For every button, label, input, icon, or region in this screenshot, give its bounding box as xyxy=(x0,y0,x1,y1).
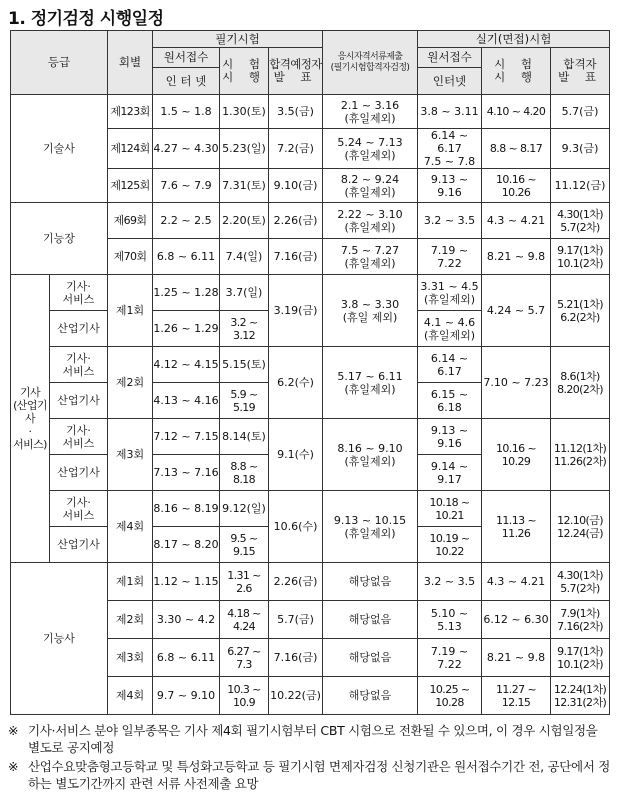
written-exam-cell: 10.3 ~ 10.9 xyxy=(220,677,269,715)
round-cell: 제4회 xyxy=(108,677,153,715)
written-exam-cell: 8.14(토) xyxy=(220,419,269,455)
written-apply-cell: 4.13 ~ 4.16 xyxy=(153,383,220,419)
prac-result-cell xyxy=(551,95,610,129)
written-result-cell: 3.5(금) xyxy=(269,95,323,129)
header-written-apply: 원서접수 xyxy=(153,48,220,68)
docs-line2: (휴일제외) xyxy=(344,526,396,540)
written-apply-cell: 7.12 ~ 7.15 xyxy=(153,419,220,455)
written-result-cell: 2.26(금) xyxy=(269,563,323,601)
grade-gisa-line4: 서비스) xyxy=(13,438,47,451)
round-cell: 제3회 xyxy=(108,419,153,491)
header-written-result xyxy=(269,48,323,95)
sub-grade-line2: 서비스 xyxy=(62,436,95,450)
grade-gisa-line2: (산업기사 xyxy=(13,399,47,425)
sub-grade-line1: 기사· xyxy=(66,423,91,437)
notes-section xyxy=(8,722,613,794)
docs-cell xyxy=(323,491,418,563)
written-apply-cell: 4.12 ~ 4.15 xyxy=(153,347,220,383)
sub-grade-gisa-service xyxy=(50,275,108,311)
written-apply-cell: 1.26 ~ 1.29 xyxy=(153,311,220,347)
header-written-exam xyxy=(220,48,269,95)
docs-cell xyxy=(323,275,418,347)
docs-line1: 2.1 ~ 3.16 xyxy=(340,98,400,112)
sub-grade-line2: 서비스 xyxy=(62,364,95,378)
prac-apply-cell: 7.19 ~ 7.22 xyxy=(418,239,482,275)
prac-apply-cell: 10.25 ~ 10.28 xyxy=(418,677,482,715)
written-exam-cell: 3.2 ~ 3.12 xyxy=(220,311,269,347)
prac-exam-cell: 7.10 ~ 7.23 xyxy=(482,347,551,419)
prac-result-line1: 12.10(금) xyxy=(557,513,603,527)
prac-apply-cell xyxy=(418,275,482,311)
prac-exam-cell: 8.21 ~ 9.8 xyxy=(482,239,551,275)
docs-line2: (휴일 제외) xyxy=(342,310,398,324)
prac-apply-line2: 7.5 ~ 7.8 xyxy=(423,155,476,168)
table-row xyxy=(11,419,610,455)
header-prac-apply-sub: 인터넷 xyxy=(418,68,482,95)
prac-result-line1: 9.17(1차) xyxy=(557,243,603,257)
sub-grade-line1: 기사· xyxy=(66,495,91,509)
sub-grade-gisa-service xyxy=(50,491,108,527)
written-exam-cell: 9.5 ~ 9.15 xyxy=(220,527,269,563)
prac-result-line1: 7.9(1차) xyxy=(560,606,600,620)
prac-result-line2: 11.26(2차) xyxy=(553,454,607,468)
note-mark: ※ xyxy=(8,723,19,738)
prac-exam-cell: 6.12 ~ 6.30 xyxy=(482,601,551,639)
grade-gisa-line1: 기사 xyxy=(19,386,41,399)
prac-apply-cell: 7.19 ~ 7.22 xyxy=(418,639,482,677)
grade-gisa xyxy=(11,275,50,563)
prac-result-line1: 9.17(1차) xyxy=(557,644,603,658)
header-written-apply-sub: 인 터 넷 xyxy=(153,68,220,95)
header-docs xyxy=(323,31,418,95)
prac-result-line2: 5.7(2차) xyxy=(560,581,600,595)
prac-exam-cell: 11.27 ~ 12.15 xyxy=(482,677,551,715)
sub-grade-sanup: 산업기사 xyxy=(50,383,108,419)
header-prac-exam-line2: 시 행 xyxy=(494,70,538,84)
prac-exam-cell: 4.10 ~ 4.20 xyxy=(482,95,551,129)
written-result-cell: 7.16(금) xyxy=(269,239,323,275)
prac-apply-cell: 10.18 ~ 10.21 xyxy=(418,491,482,527)
prac-apply-line1: 4.1 ~ 4.6 xyxy=(423,315,476,329)
prac-result-line1: 5.21(1차) xyxy=(557,297,603,311)
docs-line1: 3.8 ~ 3.30 xyxy=(340,297,400,311)
docs-line2: (휴일제외) xyxy=(344,185,396,199)
header-prac-result-line2: 발 표 xyxy=(558,70,602,84)
docs-cell: 해당없음 xyxy=(323,563,418,601)
header-docs-line2: (필기시험합격자검정) xyxy=(330,62,410,73)
prac-result-cell xyxy=(551,601,610,639)
prac-result-cell xyxy=(551,677,610,715)
prac-result-line1: 8.6(1차) xyxy=(560,369,600,383)
prac-result-cell xyxy=(551,563,610,601)
prac-apply-line1: 3.31 ~ 4.5 xyxy=(420,279,479,293)
docs-cell xyxy=(323,169,418,203)
table-row xyxy=(11,95,610,129)
docs-cell xyxy=(323,239,418,275)
docs-line2: (휴일제외) xyxy=(344,454,396,468)
written-exam-cell: 1.31 ~ 2.6 xyxy=(220,563,269,601)
note-text: 기사·서비스 분야 일부종목은 기사 제4회 필기시험부터 CBT 시험으로 전환될 수 있으며, 이 경우 시험일정을 별도로 공지예정 xyxy=(28,723,598,755)
round-cell: 제2회 xyxy=(108,347,153,419)
prac-apply-cell xyxy=(418,169,482,203)
prac-result-line2: 7.16(2차) xyxy=(557,619,603,633)
round-cell: 제1회 xyxy=(108,275,153,347)
header-prac-result xyxy=(551,48,610,95)
prac-result-cell xyxy=(551,169,610,203)
prac-result-line1: 4.30(1차) xyxy=(557,207,603,221)
header-round: 회별 xyxy=(108,31,153,95)
written-apply-cell: 8.17 ~ 8.20 xyxy=(153,527,220,563)
prac-apply-cell: 10.19 ~ 10.22 xyxy=(418,527,482,563)
prac-exam-cell: 8.8 ~ 8.17 xyxy=(482,129,551,169)
prac-apply-line2: (휴일제외) xyxy=(423,328,476,342)
prac-exam-cell: 11.13 ~ 11.26 xyxy=(482,491,551,563)
prac-result-line1: 5.7(금) xyxy=(561,105,599,118)
prac-exam-cell: 4.24 ~ 5.7 xyxy=(482,275,551,347)
table-row xyxy=(11,347,610,383)
header-practical: 실기(면접)시험 xyxy=(418,31,610,48)
prac-apply-cell: 3.2 ~ 3.5 xyxy=(418,203,482,239)
prac-apply-cell xyxy=(418,311,482,347)
docs-line1: 5.17 ~ 6.11 xyxy=(337,369,403,383)
written-result-cell: 9.10(금) xyxy=(269,169,323,203)
header-prac-exam xyxy=(482,48,551,95)
sub-grade-sanup: 산업기사 xyxy=(50,527,108,563)
sub-grade-line2: 서비스 xyxy=(62,508,95,522)
prac-apply-cell: 6.15 ~ 6.18 xyxy=(418,383,482,419)
docs-line1: 2.22 ~ 3.10 xyxy=(337,207,403,221)
prac-apply-cell xyxy=(418,95,482,129)
written-result-cell: 7.16(금) xyxy=(269,639,323,677)
header-written-result-line1: 합격예정자 xyxy=(269,57,322,71)
written-apply-cell: 6.8 ~ 6.11 xyxy=(153,239,220,275)
round-cell: 제125회 xyxy=(108,169,153,203)
header-written: 필기시험 xyxy=(153,31,323,48)
prac-apply-line1: 6.14 ~ 6.17 xyxy=(430,129,469,155)
page-title: 1. 정기검정 시행일정 xyxy=(8,9,164,29)
round-cell: 제2회 xyxy=(108,601,153,639)
written-exam-cell: 8.8 ~ 8.18 xyxy=(220,455,269,491)
round-cell: 제4회 xyxy=(108,491,153,563)
written-exam-cell: 5.15(토) xyxy=(220,347,269,383)
docs-cell xyxy=(323,203,418,239)
prac-exam-cell: 4.3 ~ 4.21 xyxy=(482,203,551,239)
docs-cell xyxy=(323,129,418,169)
docs-cell: 해당없음 xyxy=(323,601,418,639)
written-apply-cell: 6.8 ~ 6.11 xyxy=(153,639,220,677)
prac-result-line2: 10.1(2차) xyxy=(557,256,603,270)
sub-grade-line1: 기사· xyxy=(66,351,91,365)
docs-line2: (휴일제외) xyxy=(344,256,396,270)
header-docs-line1: 응시자격서류제출 xyxy=(337,51,403,62)
prac-apply-line1: 3.8 ~ 3.11 xyxy=(420,105,479,118)
written-exam-cell: 1.30(토) xyxy=(220,95,269,129)
written-result-cell: 6.2(수) xyxy=(269,347,323,419)
round-cell: 제124회 xyxy=(108,129,153,169)
written-apply-cell: 9.7 ~ 9.10 xyxy=(153,677,220,715)
sub-grade-line2: 서비스 xyxy=(62,292,95,306)
prac-apply-cell: 9.13 ~ 9.16 xyxy=(418,419,482,455)
prac-result-line2: 8.20(2차) xyxy=(557,382,603,396)
round-cell: 제69회 xyxy=(108,203,153,239)
prac-result-line1: 11.12(1차) xyxy=(553,441,607,455)
prac-result-line1: 12.24(1차) xyxy=(553,682,607,696)
written-exam-cell: 7.4(일) xyxy=(220,239,269,275)
docs-line1: 8.2 ~ 9.24 xyxy=(340,172,400,186)
docs-cell xyxy=(323,419,418,491)
prac-exam-cell: 8.21 ~ 9.8 xyxy=(482,639,551,677)
prac-result-line2: 12.31(2차) xyxy=(553,695,607,709)
prac-apply-cell: 5.10 ~ 5.13 xyxy=(418,601,482,639)
prac-result-line1: 4.30(1차) xyxy=(557,568,603,582)
table-row xyxy=(11,563,610,601)
written-result-cell: 9.1(수) xyxy=(269,419,323,491)
written-result-cell: 7.2(금) xyxy=(269,129,323,169)
round-cell: 제3회 xyxy=(108,639,153,677)
header-prac-apply: 원서접수 xyxy=(418,48,482,68)
prac-result-line1: 9.3(금) xyxy=(561,142,599,155)
prac-apply-cell: 6.14 ~ 6.17 xyxy=(418,347,482,383)
prac-result-cell xyxy=(551,239,610,275)
docs-cell: 해당없음 xyxy=(323,677,418,715)
prac-result-line2: 12.24(금) xyxy=(557,526,603,540)
prac-result-cell xyxy=(551,129,610,169)
docs-cell xyxy=(323,347,418,419)
docs-line1: 5.24 ~ 7.13 xyxy=(337,135,403,149)
written-exam-cell: 9.12(일) xyxy=(220,491,269,527)
prac-result-cell xyxy=(551,419,610,491)
written-apply-cell: 2.2 ~ 2.5 xyxy=(153,203,220,239)
prac-apply-cell: 9.14 ~ 9.17 xyxy=(418,455,482,491)
docs-line2: (휴일제외) xyxy=(344,382,396,396)
table-row xyxy=(11,203,610,239)
prac-result-line1: 11.12(금) xyxy=(554,179,606,192)
docs-cell xyxy=(323,95,418,129)
grade-gineungjang: 기능장 xyxy=(11,203,108,275)
written-result-cell: 3.19(금) xyxy=(269,275,323,347)
written-apply-cell: 7.6 ~ 7.9 xyxy=(153,169,220,203)
header-grade: 등급 xyxy=(11,31,108,95)
sub-grade-gisa-service xyxy=(50,347,108,383)
written-exam-cell: 5.9 ~ 5.19 xyxy=(220,383,269,419)
prac-result-cell xyxy=(551,203,610,239)
prac-result-cell xyxy=(551,275,610,347)
written-exam-cell: 4.18 ~ 4.24 xyxy=(220,601,269,639)
prac-result-line2: 10.1(2차) xyxy=(557,657,603,671)
written-exam-cell: 3.7(일) xyxy=(220,275,269,311)
docs-cell: 해당없음 xyxy=(323,639,418,677)
header-written-exam-line1: 시 험 xyxy=(222,57,266,71)
prac-exam-cell: 10.16 ~ 10.29 xyxy=(482,419,551,491)
written-apply-cell: 1.5 ~ 1.8 xyxy=(153,95,220,129)
written-result-cell: 10.6(수) xyxy=(269,491,323,563)
written-apply-cell: 1.12 ~ 1.15 xyxy=(153,563,220,601)
note-item xyxy=(8,758,613,792)
written-apply-cell: 3.30 ~ 4.2 xyxy=(153,601,220,639)
written-apply-cell: 7.13 ~ 7.16 xyxy=(153,455,220,491)
prac-apply-cell xyxy=(418,129,482,169)
written-exam-cell: 6.27 ~ 7.3 xyxy=(220,639,269,677)
written-exam-cell: 7.31(토) xyxy=(220,169,269,203)
exam-schedule-table xyxy=(10,30,610,715)
prac-result-cell xyxy=(551,347,610,419)
docs-line2: (휴일제외) xyxy=(344,220,396,234)
note-mark: ※ xyxy=(8,759,19,774)
sub-grade-sanup: 산업기사 xyxy=(50,455,108,491)
grade-gineungsa: 기능사 xyxy=(11,563,108,715)
prac-result-cell xyxy=(551,639,610,677)
written-result-cell: 2.26(금) xyxy=(269,203,323,239)
docs-line1: 8.16 ~ 9.10 xyxy=(337,441,403,455)
written-apply-cell: 1.25 ~ 1.28 xyxy=(153,275,220,311)
table-row xyxy=(11,275,610,311)
sub-grade-line1: 기사· xyxy=(66,279,91,293)
header-prac-result-line1: 합격자 xyxy=(563,57,597,71)
round-cell: 제123회 xyxy=(108,95,153,129)
round-cell: 제1회 xyxy=(108,563,153,601)
prac-result-line2: 5.7(2차) xyxy=(560,220,600,234)
prac-exam-cell: 4.3 ~ 4.21 xyxy=(482,563,551,601)
written-result-cell: 10.22(금) xyxy=(269,677,323,715)
sub-grade-sanup: 산업기사 xyxy=(50,311,108,347)
written-result-cell: 5.7(금) xyxy=(269,601,323,639)
note-text: 산업수요맞춤형고등학교 및 특성화고등학교 등 필기시험 면제자검정 신청기관은 원서접수기간 전, 공단에서 정하는 별도기간까지 관련 서류 사전제출 요망 xyxy=(28,759,611,791)
header-row-1 xyxy=(11,31,610,48)
docs-line1: 7.5 ~ 7.27 xyxy=(340,243,400,257)
grade-gisulsa: 기술사 xyxy=(11,95,108,203)
written-apply-cell: 4.27 ~ 4.30 xyxy=(153,129,220,169)
written-exam-cell: 2.20(토) xyxy=(220,203,269,239)
note-item xyxy=(8,722,613,756)
prac-apply-cell: 3.2 ~ 3.5 xyxy=(418,563,482,601)
header-written-exam-line2: 시 행 xyxy=(222,70,266,84)
prac-apply-line2: (휴일제외) xyxy=(423,292,476,306)
table-row xyxy=(11,491,610,527)
prac-result-line2: 6.2(2차) xyxy=(560,310,600,324)
header-prac-exam-line1: 시 험 xyxy=(494,57,538,71)
written-apply-cell: 8.16 ~ 8.19 xyxy=(153,491,220,527)
grade-gisa-line3: · xyxy=(28,425,32,438)
round-cell: 제70회 xyxy=(108,239,153,275)
prac-exam-cell: 10.16 ~ 10.26 xyxy=(482,169,551,203)
docs-line2: (휴일제외) xyxy=(344,111,396,125)
header-written-result-line2: 발 표 xyxy=(273,70,318,84)
docs-line1: 9.13 ~ 10.15 xyxy=(333,513,407,527)
prac-result-cell xyxy=(551,491,610,563)
sub-grade-gisa-service xyxy=(50,419,108,455)
written-exam-cell: 5.23(일) xyxy=(220,129,269,169)
prac-apply-line1: 9.13 ~ 9.16 xyxy=(430,172,469,199)
docs-line2: (휴일제외) xyxy=(344,148,396,162)
